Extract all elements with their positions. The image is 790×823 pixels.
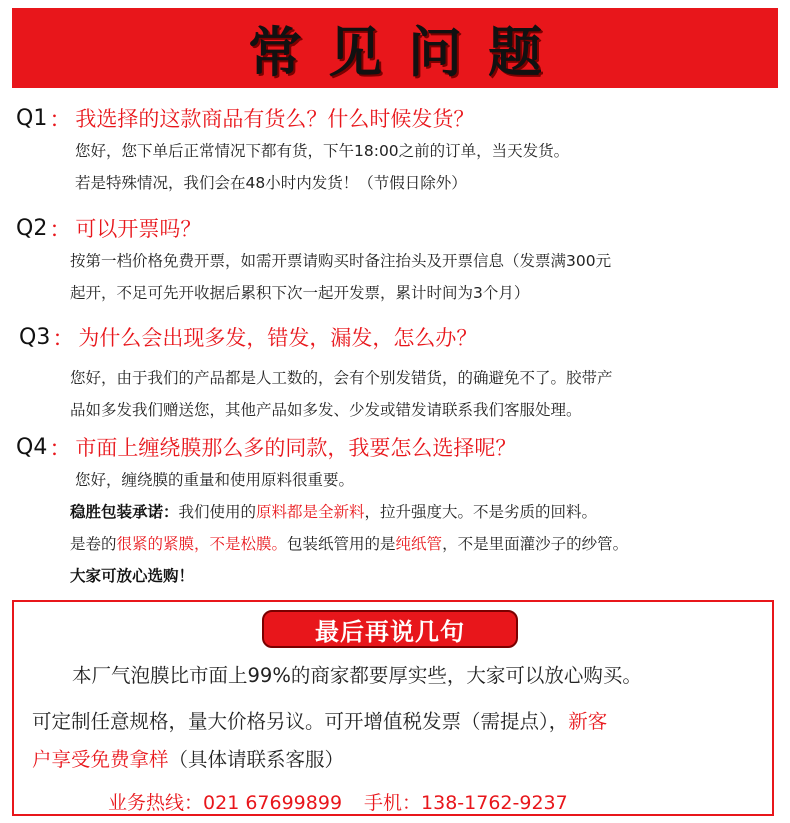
hotline-label: 业务热线： [108,792,204,814]
promise-text: ，拉升强度大。不是劣质的回料。 [364,503,598,521]
mobile-number: 138-1762-9237 [421,792,568,814]
answer-line: 您好，缠绕膜的重量和使用原料很重要。 [75,471,355,489]
question-row [0,430,790,464]
answer-line: 您好，由于我们的产品都是人工数的，会有个别发错货，的确避免不了。胶带产 [70,369,613,387]
promise-text: 我们使用的 [178,503,257,521]
answer-line: 若是特殊情况，我们会在48小时内发货！（节假日除外） [75,174,467,192]
roll-highlight: 很紧的紧膜，不是松膜。 [116,535,288,553]
faq-item-q4 [0,430,790,592]
question-number: Q1 [16,105,48,131]
question-colon: ： [49,436,72,462]
roll-line [70,528,790,560]
question-number: Q4 [16,434,48,460]
question-row [0,101,790,135]
final-notes-box [12,600,774,816]
roll-text: 包装纸管用的是 [287,535,396,553]
promise-line [70,496,790,528]
contact-line [108,788,568,815]
final-line-1: 本厂气泡膜比市面上99%的商家都要厚实些，大家可以放心购买。 [72,664,642,687]
final-line-3-highlight: 户享受免费拿样 [32,748,169,771]
question-number: Q2 [16,215,48,241]
question-text: 为什么会出现多发，错发，漏发，怎么办？ [78,326,478,350]
question-colon: ： [52,326,75,352]
final-line-2-highlight: 新客 [568,710,608,733]
answer-line: 品如多发我们赠送您，其他产品如多发、少发或错发请联系我们客服处理。 [70,401,582,419]
question-colon: ： [49,217,72,243]
closing-line: 大家可放心选购！ [70,567,195,585]
question-row [0,211,790,245]
faq-item-q3 [0,320,790,426]
page-title: 常见问题 [248,20,568,84]
final-line-3 [32,744,344,772]
roll-text: ，不是里面灌沙子的纱管。 [442,535,629,553]
question-text: 市面上缠绕膜那么多的同款，我要怎么选择呢？ [75,436,517,460]
question-row [0,320,790,354]
promise-highlight: 原料都是全新料 [256,503,365,521]
answer-line: 起开，不足可先开收据后累积下次一起开发票，累计时间为3个月） [70,284,530,302]
final-notes-title: 最后再说几句 [315,617,465,646]
final-notes-badge [262,610,518,648]
question-text: 我选择的这款商品有货么？什么时候发货？ [75,107,475,131]
final-line-2-text: 可定制任意规格，量大价格另议。可开增值税发票（需提点）， [32,710,569,733]
answer-line: 您好，您下单后正常情况下都有货，下午18:00之前的订单，当天发货。 [75,142,570,160]
mobile-label: 手机： [364,792,422,814]
question-colon: ： [49,107,72,133]
roll-text: 是卷的 [70,535,117,553]
promise-label: 稳胜包装承诺： [70,503,179,521]
final-line-2 [32,706,607,734]
question-text: 可以开票吗？ [75,217,202,241]
hotline-number: 021 67699899 [203,792,343,814]
answer-line: 按第一档价格免费开票，如需开票请购买时备注抬头及开票信息（发票满300元 [70,252,612,270]
roll-highlight: 纯纸管 [395,535,443,553]
question-number: Q3 [19,324,51,350]
faq-item-q2 [0,211,790,309]
final-line-3-text: （具体请联系客服） [168,748,345,771]
header-banner [12,8,778,88]
faq-item-q1 [0,101,790,199]
